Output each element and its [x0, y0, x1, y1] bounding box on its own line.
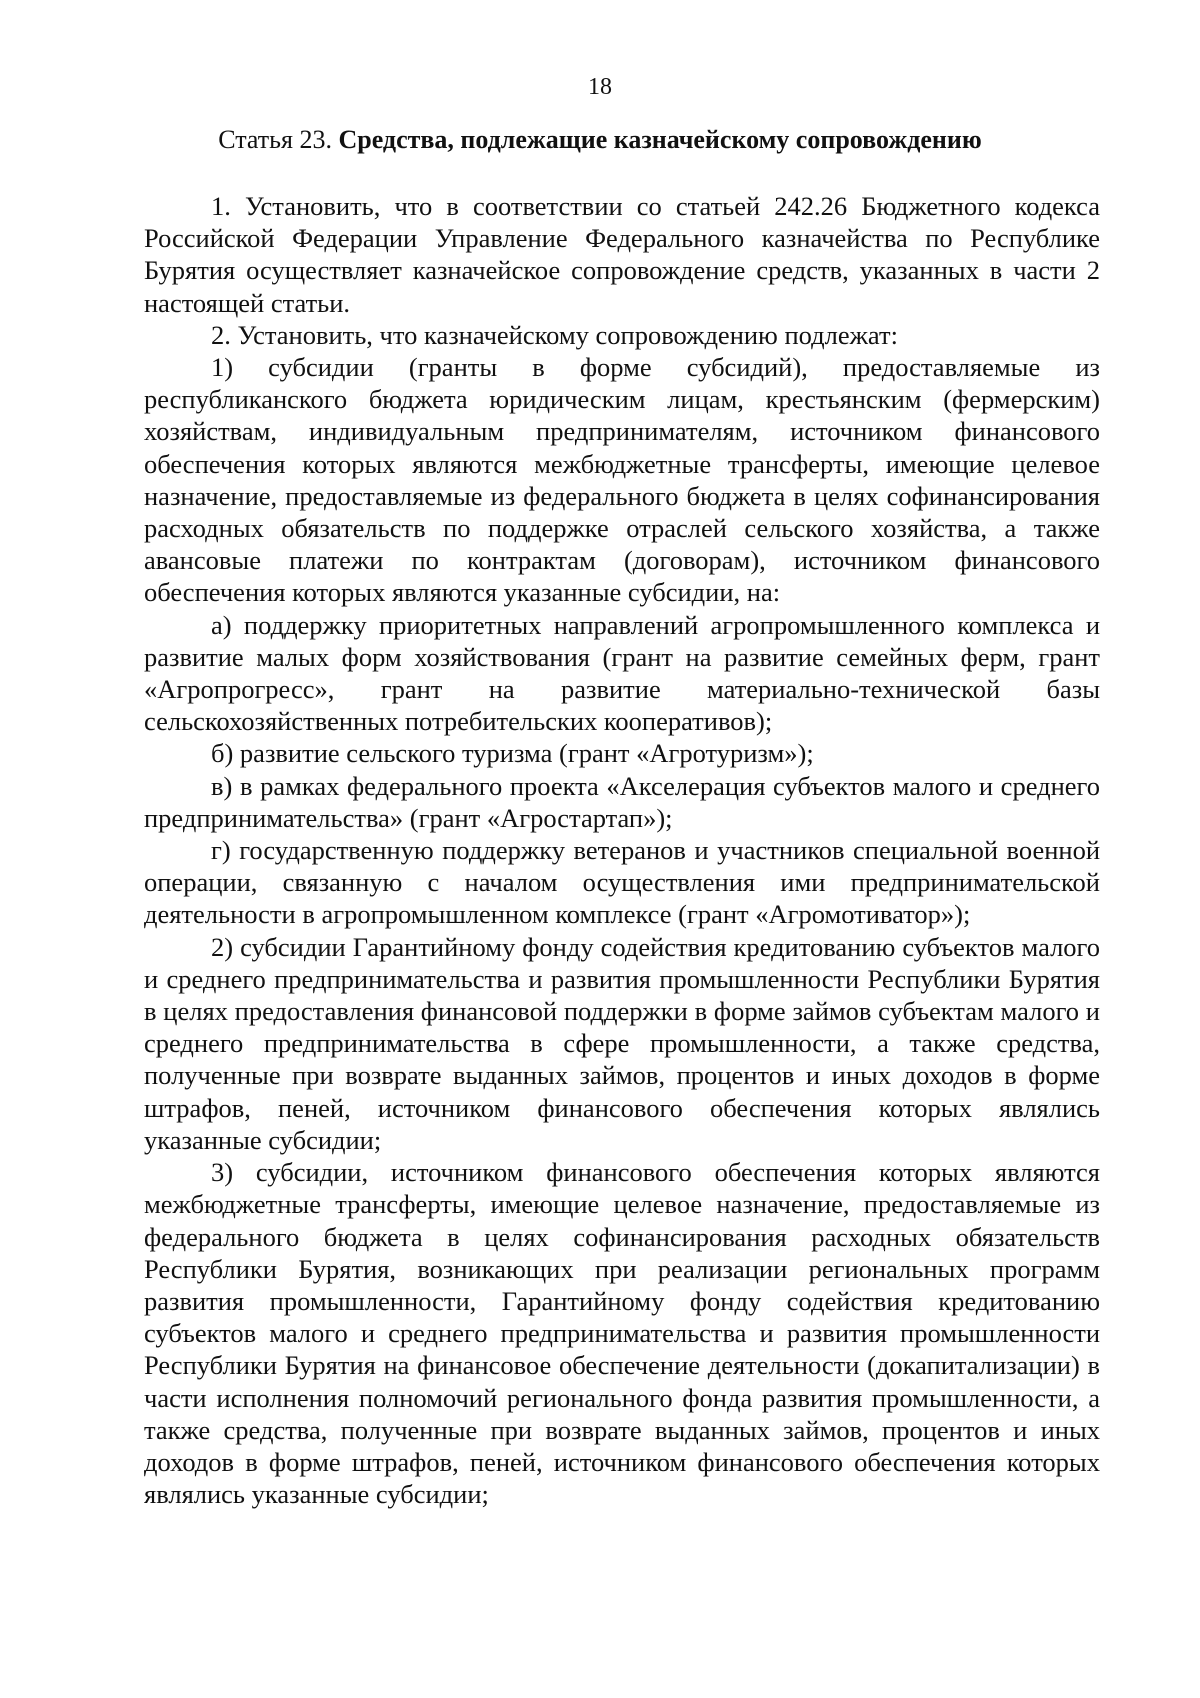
paragraph-subitem-g: г) государственную поддержку ветеранов и участников специальной военной операции, связанную с началом осуществления ими предпринимательской деятельности в агропромышленном комплексе (грант «Агромотиватор»);	[144, 835, 1100, 930]
paragraph-subitem-b: б) развитие сельского туризма (грант «Агротуризм»);	[211, 738, 814, 769]
paragraph-clause-1: 1. Установить, что в соответствии со статьей 242.26 Бюджетного кодекса Российской Федерации Управление Федерального казначейства по Республике Бурятия осуществляет казначейское сопровождение средств, указанных в части 2 настоящей статьи.	[144, 191, 1100, 318]
document-body	[144, 190, 1100, 1510]
article-heading	[0, 124, 1200, 156]
paragraph-item-3: 3) субсидии, источником финансового обеспечения которых являются межбюджетные трансферты, имеющие целевое назначение, предоставляемые из федерального бюджета в целях софинансирования расходных обязательств Республики Бурятия, возникающих при реализации региональных программ развития промышленности, Гарантийному фонду содействия кредитованию субъектов малого и среднего предпринимательства и развития промышленности Республики Бурятия на финансовое обеспечение деятельности (докапитализации) в части исполнения полномочий регионального фонда развития промышленности, а также средства, полученные при возврате выданных займов, процентов и иных доходов в форме штрафов, пеней, источником финансового обеспечения которых являлись указанные субсидии;	[144, 1157, 1100, 1510]
paragraph-subitem-v: в) в рамках федерального проекта «Акселерация субъектов малого и среднего предпринимательства» (грант «Агростартап»);	[144, 770, 1100, 833]
paragraph-item-2: 2) субсидии Гарантийному фонду содействия кредитованию субъектов малого и среднего предпринимательства и развития промышленности Республики Бурятия в целях предоставления финансовой поддержки в форме займов субъектам малого и среднего предпринимательства в сфере промышленности, а также средства, полученные при возврате выданных займов, процентов и иных доходов в форме штрафов, пеней, источником финансового обеспечения которых являлись указанные субсидии;	[144, 931, 1100, 1155]
article-label: Статья 23.	[218, 125, 332, 154]
paragraph-subitem-a: а) поддержку приоритетных направлений агропромышленного комплекса и развитие малых форм хозяйствования (грант на развитие семейных ферм, грант «Агропрогресс», грант на развитие материально-технической базы сельскохозяйственных потребительских кооперативов);	[144, 609, 1100, 737]
article-title: Средства, подлежащие казначейскому сопровождению	[338, 125, 982, 154]
paragraph-item-1: 1) субсидии (гранты в форме субсидий), предоставляемые из республиканского бюджета юридическим лицам, крестьянским (фермерским) хозяйствам, индивидуальным предпринимателям, источником финансового обеспечения которых являются межбюджетные трансферты, имеющие целевое назначение, предоставляемые из федерального бюджета в целях софинансирования расходных обязательств по поддержке отраслей сельского хозяйства, а также авансовые платежи по контрактам (договорам), источником финансового обеспечения которых являются указанные субсидии, на:	[144, 352, 1100, 608]
page-number: 18	[588, 74, 612, 100]
paragraph-clause-2: 2. Установить, что казначейскому сопровождению подлежат:	[211, 319, 898, 350]
